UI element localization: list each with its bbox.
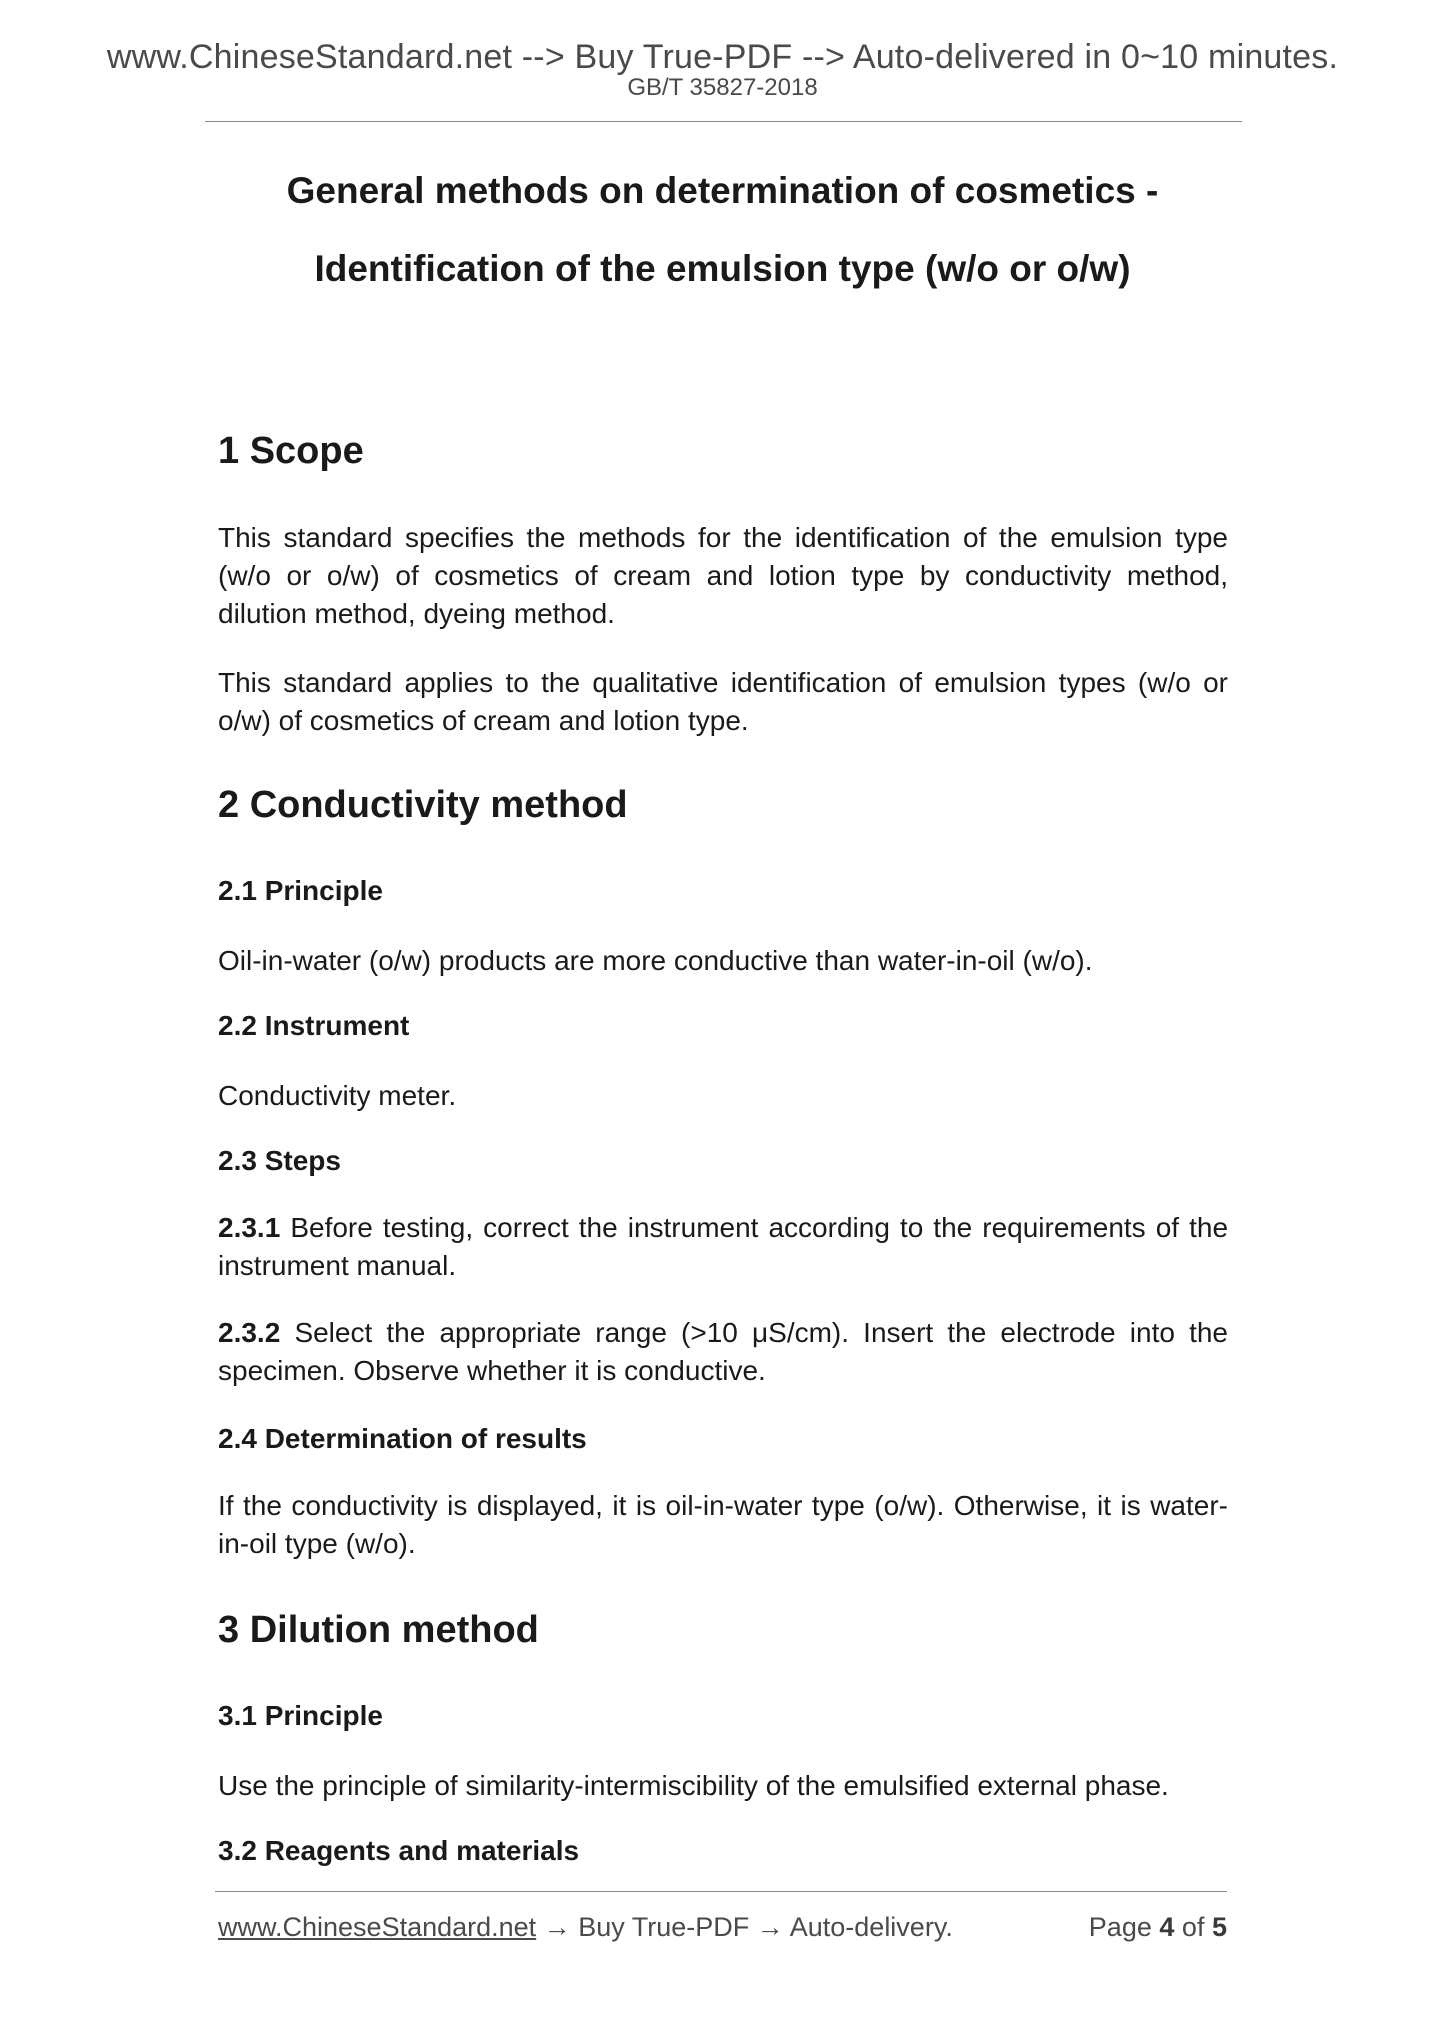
step-number: 2.3.2	[218, 1317, 281, 1348]
instrument-text: Conductivity meter.	[218, 1080, 457, 1111]
principle-text: Oil-in-water (o/w) products are more conductive than water-in-oil (w/o).	[218, 945, 1093, 976]
dilution-principle-text: Use the principle of similarity-intermiscibility of the emulsified external phase.	[218, 1770, 1169, 1801]
scope-paragraph-2: This standard applies to the qualitative identification of emulsion types (w/o or o/w) of cosmetics of cream and lotion type.	[218, 667, 1228, 736]
step-text: Select the appropriate range (>10 μS/cm). Insert the electrode into the specimen. Observe whether it is conductive.	[218, 1317, 1228, 1386]
document-title-line-2: Identification of the emulsion type (w/o or o/w)	[314, 248, 1131, 289]
of-label: of	[1181, 1912, 1205, 1942]
subheading-reagents: 3.2 Reagents and materials	[218, 1835, 580, 1866]
top-banner: www.ChineseStandard.net --> Buy True-PDF --> Auto-delivered in 0~10 minutes.	[106, 38, 1339, 76]
subheading-dilution-principle: 3.1 Principle	[218, 1700, 383, 1731]
page-number: 4	[1159, 1912, 1175, 1942]
section-heading-scope: 1 Scope	[218, 430, 364, 472]
total-pages: 5	[1211, 1912, 1227, 1942]
scope-paragraph-1: This standard specifies the methods for the identification of the emulsion type (w/o or o/w) of cosmetics of cream and lotion type by conductivity method, dilution method, dyeing method.	[218, 522, 1228, 629]
subheading-principle: 2.1 Principle	[218, 875, 383, 906]
document-code: GB/T 35827-2018	[627, 74, 818, 101]
header-divider	[205, 121, 1242, 122]
page-label: Page	[1088, 1912, 1152, 1942]
results-text: If the conductivity is displayed, it is oil-in-water type (o/w). Otherwise, it is water-in-oil type (w/o).	[218, 1490, 1228, 1559]
subheading-steps: 2.3 Steps	[218, 1145, 341, 1176]
footer-left	[218, 1912, 953, 1943]
section-heading-dilution: 3 Dilution method	[218, 1609, 539, 1651]
footer-divider	[215, 1891, 1227, 1892]
step-number: 2.3.1	[218, 1212, 281, 1243]
footer-site-link[interactable]: www.ChineseStandard.net	[218, 1912, 537, 1942]
step-2-3-2	[218, 1314, 1228, 1390]
step-2-3-1	[218, 1209, 1228, 1285]
footer-tagline: → Buy True-PDF → Auto-delivery.	[536, 1912, 953, 1942]
subheading-instrument: 2.2 Instrument	[218, 1010, 410, 1041]
page-indicator	[1089, 1912, 1227, 1943]
section-heading-conductivity: 2 Conductivity method	[218, 784, 628, 826]
document-title-line-1: General methods on determination of cosmetics -	[286, 170, 1159, 211]
subheading-results: 2.4 Determination of results	[218, 1423, 587, 1454]
step-text: Before testing, correct the instrument according to the requirements of the instrument manual.	[218, 1212, 1229, 1281]
